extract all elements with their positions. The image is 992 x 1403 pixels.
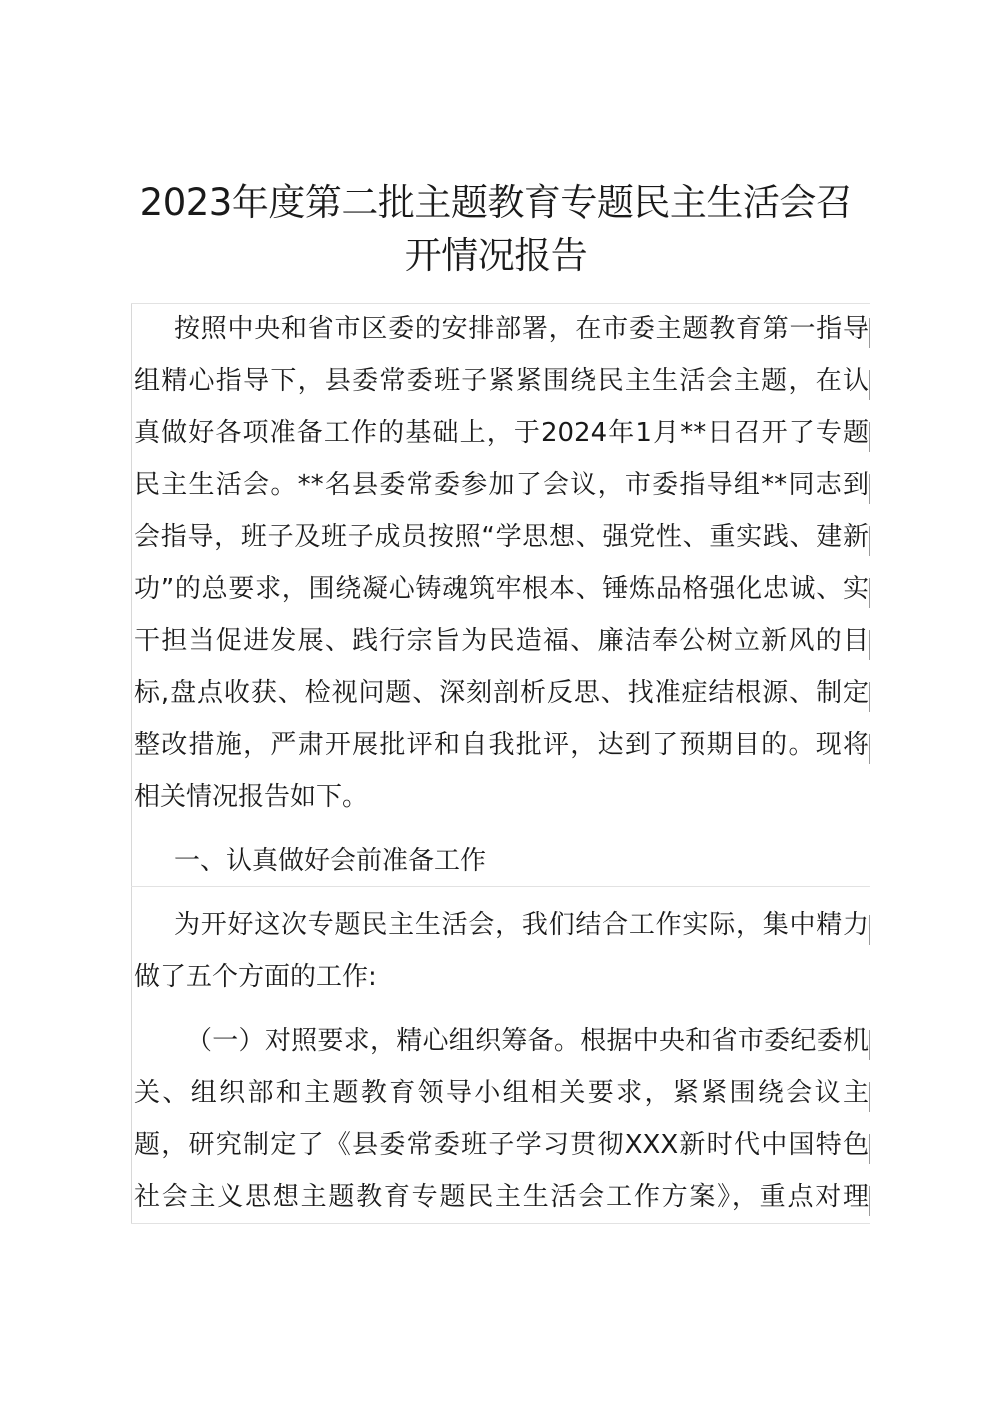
frame-border-left [131, 303, 132, 1223]
frame-border-right [869, 578, 870, 608]
body-line: 社会主义思想主题教育专题民主生活会工作方案》，重点对理 [134, 1182, 869, 1212]
frame-border-right [869, 1082, 870, 1112]
page-title [100, 176, 892, 282]
intro-line: 按照中央和省市区委的安排部署，在市委主题教育第一指导 [174, 314, 869, 344]
frame-border-right [869, 682, 870, 712]
frame-border-right [869, 1134, 870, 1164]
body-line: （一）对照要求，精心组织筹备。根据中央和省市委纪委机 [186, 1026, 869, 1056]
frame-border-right [869, 370, 870, 400]
frame-border-right [869, 915, 870, 945]
body-line: 关、组织部和主题教育领导小组相关要求，紧紧围绕会议主 [134, 1078, 869, 1108]
page-title-line-2: 开情况报告 [404, 234, 588, 277]
intro-line: 相关情况报告如下。 [134, 782, 369, 812]
frame-border-right [869, 630, 870, 660]
body-line: 为开好这次专题民主生活会，我们结合工作实际，集中精力 [174, 910, 869, 940]
frame-border-bottom [131, 1223, 870, 1224]
frame-border-top [131, 303, 870, 304]
frame-border-right [869, 1030, 870, 1060]
frame-border-right [869, 526, 870, 556]
intro-line: 功”的总要求，围绕凝心铸魂筑牢根本、锤炼品格强化忠诚、实 [134, 574, 869, 604]
intro-line: 会指导，班子及班子成员按照“学思想、强党性、重实践、建新 [134, 522, 869, 552]
frame-border-right [869, 1186, 870, 1216]
frame-border-right [869, 474, 870, 504]
intro-line: 整改措施，严肃开展批评和自我批评，达到了预期目的。现将 [134, 730, 869, 760]
body-line: 题，研究制定了《县委常委班子学习贯彻XXX新时代中国特色 [134, 1130, 869, 1160]
intro-line: 组精心指导下，县委常委班子紧紧围绕民主生活会主题，在认 [134, 366, 869, 396]
intro-line: 标,盘点收获、检视问题、深刻剖析反思、找准症结根源、制定 [134, 678, 869, 708]
body-line: 做了五个方面的工作: [134, 962, 377, 992]
frame-border-right [869, 734, 870, 764]
frame-border-right [869, 318, 870, 348]
intro-line: 民主生活会。**名县委常委参加了会议，市委指导组**同志到 [134, 470, 869, 500]
frame-border-right [869, 422, 870, 452]
intro-line: 干担当促进发展、践行宗旨为民造福、廉洁奉公树立新风的目 [134, 626, 869, 656]
section-divider [131, 886, 870, 887]
intro-line: 真做好各项准备工作的基础上，于2024年1月**日召开了专题 [134, 418, 869, 448]
page-title-line-1: 2023年度第二批主题教育专题民主生活会召 [139, 181, 853, 224]
section-heading: 一、认真做好会前准备工作 [174, 846, 487, 876]
